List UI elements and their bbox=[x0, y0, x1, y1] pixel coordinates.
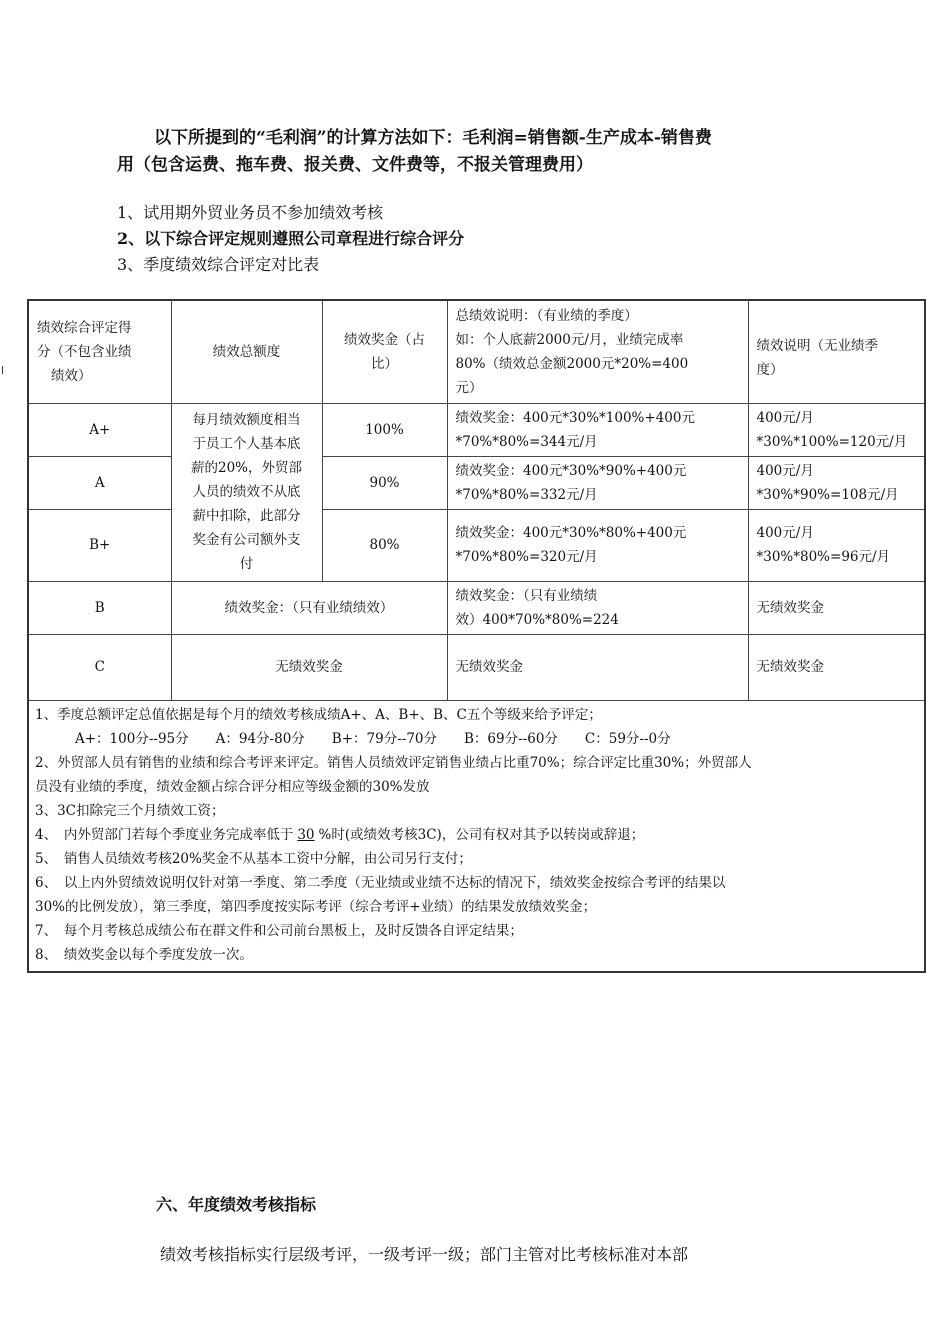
note-3: 3、3C扣除完三个月绩效工资； bbox=[35, 802, 225, 819]
quota-description-cell: 每月绩效额度相当 于员工个人基本底 薪的20%，外贸部 人员的绩效不从底 薪中扣除，此部分 奖金有公司额外支 付 bbox=[171, 403, 322, 581]
notes-row bbox=[28, 700, 925, 972]
header-without-performance: 绩效说明（无业绩季 度） bbox=[748, 300, 925, 403]
list-item-2: 2、以下综合评定规则遵照公司章程进行综合评分 bbox=[117, 229, 465, 248]
section-6-title: 六、年度绩效考核指标 bbox=[156, 1195, 317, 1214]
table-row bbox=[28, 456, 925, 509]
notes-cell bbox=[28, 700, 925, 972]
note-2b: 员没有业绩的季度，绩效金额占综合评分相应等级金额的30%发放 bbox=[35, 778, 430, 795]
pct-cell: 80% bbox=[322, 509, 447, 581]
section-6-text: 绩效考核指标实行层级考评，一级考评一级；部门主管对比考核标准对本部 bbox=[160, 1245, 689, 1264]
intro-line-1: 以下所提到的“毛利润”的计算方法如下：毛利润=销售额-生产成本-销售费 bbox=[154, 128, 712, 148]
table-row bbox=[28, 634, 925, 700]
list-item-1: 1、试用期外贸业务员不参加绩效考核 bbox=[117, 203, 384, 222]
grade-cell: B+ bbox=[28, 509, 171, 581]
header-with-performance: 总绩效说明：（有业绩的季度） 如：个人底薪2000元/月，业绩完成率 80%（绩效总金额2000元*20%=400 元） bbox=[447, 300, 748, 403]
note-5: 5、 销售人员绩效考核20%奖金不从基本工资中分解，由公司另行支付； bbox=[35, 850, 472, 867]
quota-cell: 绩效奖金：（只有业绩绩效） bbox=[171, 581, 447, 634]
grade-cell: A bbox=[28, 456, 171, 509]
without-performance-cell: 400元/月 *30%*90%=108元/月 bbox=[748, 456, 925, 509]
with-performance-cell: 无绩效奖金 bbox=[447, 634, 748, 700]
with-performance-cell: 绩效奖金：400元*30%*100%+400元 *70%*80%=344元/月 bbox=[447, 403, 748, 456]
header-grade: 绩效综合评定得 分（不包含业绩 绩效） bbox=[28, 300, 171, 403]
grade-cell: A+ bbox=[28, 403, 171, 456]
intro-paragraph bbox=[117, 125, 817, 179]
table-header-row bbox=[28, 300, 925, 403]
intro-line-2: 用（包含运费、拖车费、报关费、文件费等，不报关管理费用） bbox=[117, 155, 593, 175]
grade-cell: C bbox=[28, 634, 171, 700]
without-performance-cell: 400元/月 *30%*80%=96元/月 bbox=[748, 509, 925, 581]
note-1-grades: A+：100分--95分 A：94分-80分 B+：79分--70分 B：69分--60分 C：59分--0分 bbox=[75, 730, 671, 747]
note-1: 1、季度总额评定总值依据是每个月的绩效考核成绩A+、A、B+、B、C五个等级来给予评定； bbox=[35, 706, 602, 723]
pct-cell: 100% bbox=[322, 403, 447, 456]
note-4: 4、 内外贸部门若每个季度业务完成率低于 30 %时(或绩效考核3C)，公司有权对其予以转岗或辞退； bbox=[35, 826, 645, 843]
note-6a: 6、 以上内外贸绩效说明仅针对第一季度、第二季度（无业绩或业绩不达标的情况下，绩效奖金按综合考评的结果以 bbox=[35, 874, 726, 891]
header-quota: 绩效总额度 bbox=[171, 300, 322, 403]
note-7: 7、 每个月考核总成绩公布在群文件和公司前台黑板上，及时反馈各自评定结果； bbox=[35, 922, 523, 939]
table-row bbox=[28, 581, 925, 634]
table-row bbox=[28, 509, 925, 581]
note-6b: 30%的比例发放），第三季度，第四季度按实际考评（综合考评+业绩）的结果发放绩效奖金； bbox=[35, 898, 597, 915]
with-performance-cell: 绩效奖金：（只有业绩绩 效）400*70%*80%=224 bbox=[447, 581, 748, 634]
grade-cell: B bbox=[28, 581, 171, 634]
without-performance-cell: 400元/月 *30%*100%=120元/月 bbox=[748, 403, 925, 456]
header-bonus-pct: 绩效奖金（占 比） bbox=[322, 300, 447, 403]
quota-cell: 无绩效奖金 bbox=[171, 634, 447, 700]
margin-mark bbox=[2, 366, 6, 374]
with-performance-cell: 绩效奖金：400元*30%*80%+400元 *70%*80%=320元/月 bbox=[447, 509, 748, 581]
list-item-3: 3、季度绩效综合评定对比表 bbox=[117, 255, 320, 274]
table-row bbox=[28, 403, 925, 456]
pct-cell: 90% bbox=[322, 456, 447, 509]
rules-list bbox=[117, 200, 464, 278]
without-performance-cell: 无绩效奖金 bbox=[748, 634, 925, 700]
note-8: 8、 绩效奖金以每个季度发放一次。 bbox=[35, 946, 253, 963]
with-performance-cell: 绩效奖金：400元*30%*90%+400元 *70%*80%=332元/月 bbox=[447, 456, 748, 509]
performance-table bbox=[27, 299, 926, 973]
note-4-rate: 30 bbox=[297, 826, 315, 843]
note-2a: 2、外贸部人员有销售的业绩和综合考评来评定。销售人员绩效评定销售业绩占比重70%；综合评定比重30%；外贸部人 bbox=[35, 754, 752, 771]
without-performance-cell: 无绩效奖金 bbox=[748, 581, 925, 634]
